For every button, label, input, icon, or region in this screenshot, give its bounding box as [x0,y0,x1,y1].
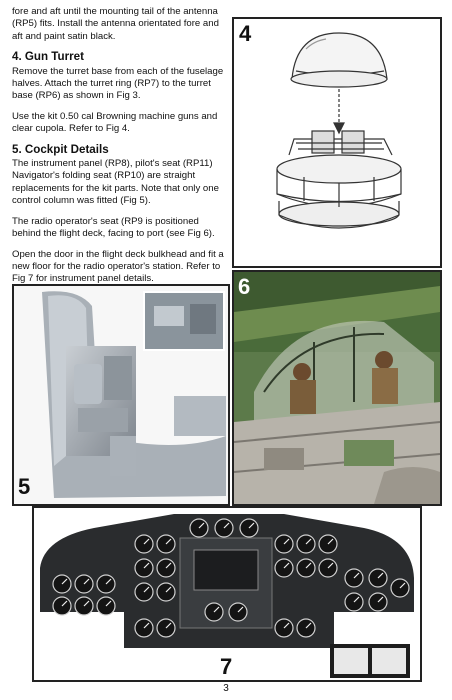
figure-7-instrument-panel [32,506,422,682]
turret-line-drawing [234,19,440,266]
figure-6-number: 6 [238,274,251,299]
cockpit-cutaway-painting [234,272,440,504]
figure-7-number: 7 [220,654,233,679]
figure-5-cockpit-photo [12,284,230,506]
page-number: 3 [223,683,229,694]
cockpit-heading: 5. Cockpit Details [12,142,109,156]
cockpit-paragraph-2: The radio operator's seat (RP9 is positioned behind the flight deck, facing to port (see Fig 6). [12,215,215,240]
gun-turret-paragraph-2: Use the kit 0.50 cal Browning machine guns and clear cupola. Refer to Fig 4. [12,110,218,135]
figure-5-number: 5 [18,474,31,499]
intro-paragraph: fore and aft until the mounting tail of the antenna (RP5) fits. Install the antenna orientated fore and aft and paint satin black. [12,6,219,42]
figure-4-number: 4 [239,21,252,46]
text-column [12,6,230,294]
gun-turret-heading: 4. Gun Turret [12,50,84,64]
gun-turret-paragraph-1: Remove the turret base from each of the fuselage halves. Attach the turret ring (RP7) to the turret base (RP6) as shown in Fig 3. [12,65,224,102]
figure-6-cutaway-illustration [232,270,442,506]
cockpit-resin-parts-photo [14,286,228,504]
figure-4-turret-drawing [232,17,442,268]
cockpit-paragraph-3: Open the door in the flight deck bulkhead and fit a new floor for the radio operator's station. Refer to Fig 7 for instrument panel details. [12,248,224,285]
cockpit-paragraph-1: The instrument panel (RP8), pilot's seat (RP11) Navigator's folding seat (RP10) are straight replacements for the kit parts. Note that only one control column was fitted (Fig 5). [12,158,219,207]
